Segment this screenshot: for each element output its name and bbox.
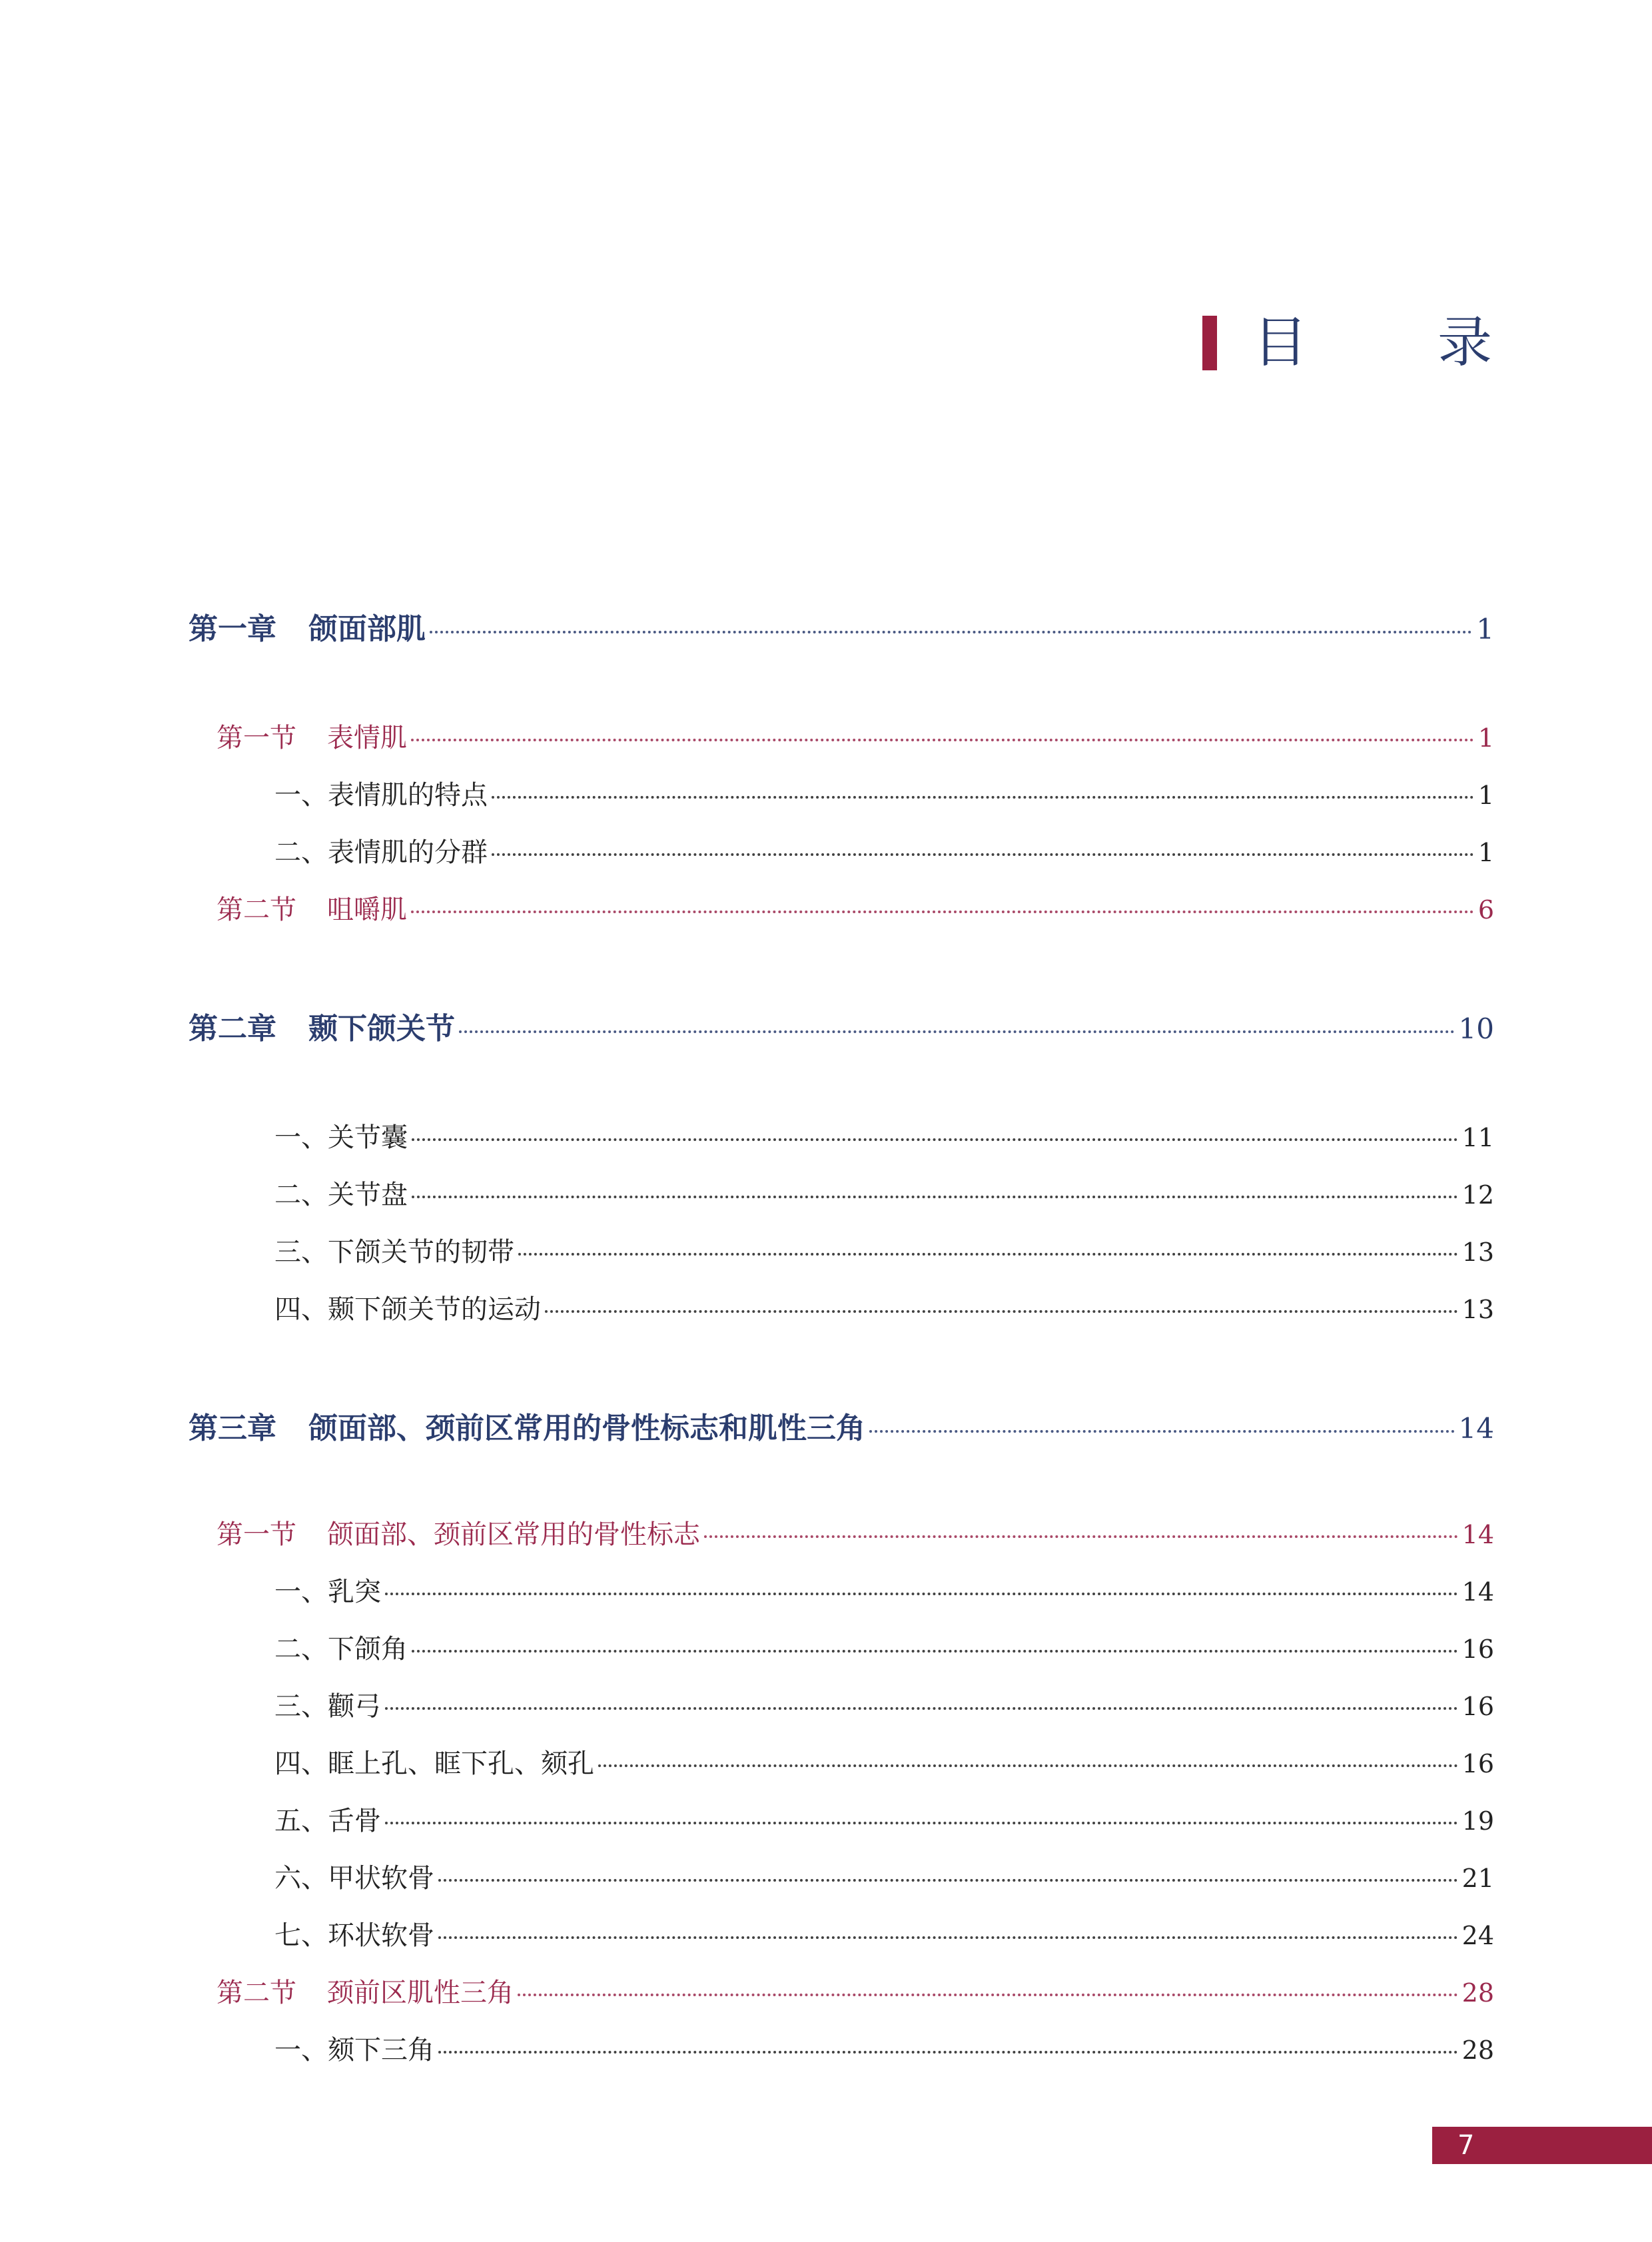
item-page-number: 14 [1461, 1577, 1494, 1607]
section-title: 表情肌 [327, 723, 407, 753]
dot-leader [704, 1535, 1458, 1538]
section-number: 第二节 [216, 895, 296, 925]
toc-item[interactable] [274, 831, 1494, 869]
item-title: 一、关节囊 [274, 1122, 408, 1153]
item-page-number: 19 [1461, 1806, 1494, 1836]
item-page-number: 13 [1461, 1295, 1494, 1324]
toc-item[interactable] [274, 1857, 1494, 1895]
toc-section-1-2[interactable] [216, 889, 1494, 927]
item-title: 一、乳突 [274, 1577, 381, 1607]
section-title: 咀嚼肌 [327, 895, 407, 925]
toc-item[interactable] [274, 1116, 1494, 1154]
toc-item[interactable] [274, 1628, 1494, 1666]
chapter-number: 第三章 [189, 1411, 276, 1445]
toc-chapter-2[interactable] [189, 1004, 1494, 1047]
item-title: 四、眶上孔、眶下孔、颏孔 [274, 1748, 594, 1779]
item-page-number: 13 [1461, 1238, 1494, 1267]
section-title: 颌面部、颈前区常用的骨性标志 [327, 1519, 700, 1550]
chapter-title: 颌面部、颈前区常用的骨性标志和肌性三角 [308, 1411, 865, 1445]
item-page-number: 28 [1461, 2036, 1494, 2065]
toc-item[interactable] [274, 1800, 1494, 1838]
title-char-2: 录 [1438, 311, 1493, 374]
page-number-tab [1432, 2127, 1652, 2164]
dot-leader [385, 1593, 1458, 1595]
toc-item[interactable] [274, 1914, 1494, 1952]
item-page-number: 16 [1461, 1692, 1494, 1721]
section-label [216, 717, 407, 755]
section-page-number: 1 [1477, 723, 1494, 753]
toc-item[interactable] [274, 1231, 1494, 1269]
toc-item[interactable] [274, 1174, 1494, 1212]
item-page-number: 24 [1461, 1921, 1494, 1950]
item-page-number: 1 [1477, 781, 1494, 810]
chapter-page-number: 10 [1458, 1012, 1494, 1045]
item-title: 五、舌骨 [274, 1806, 381, 1836]
dot-leader [438, 2051, 1458, 2054]
item-page-number: 16 [1461, 1749, 1494, 1778]
dot-leader [385, 1707, 1458, 1710]
dot-leader [518, 1994, 1458, 1996]
chapter-title: 颞下颌关节 [308, 1012, 455, 1046]
section-number: 第一节 [216, 723, 296, 753]
section-label [216, 889, 407, 927]
dot-leader [492, 796, 1474, 799]
dot-leader [430, 631, 1472, 633]
dot-leader [459, 1030, 1455, 1033]
item-title: 二、表情肌的分群 [274, 837, 488, 868]
dot-leader [412, 1196, 1458, 1198]
dot-leader [411, 739, 1474, 741]
item-title: 三、下颌关节的韧带 [274, 1237, 514, 1268]
toc-chapter-1[interactable] [189, 605, 1494, 647]
item-page-number: 12 [1461, 1180, 1494, 1210]
dot-leader [545, 1310, 1458, 1313]
item-title: 二、关节盘 [274, 1180, 408, 1210]
toc-section-1-1[interactable] [216, 717, 1494, 755]
toc-item[interactable] [274, 1742, 1494, 1780]
item-title: 三、颧弓 [274, 1691, 381, 1722]
dot-leader [412, 1650, 1458, 1653]
item-title: 六、甲状软骨 [274, 1863, 434, 1894]
section-number: 第二节 [216, 1978, 296, 2008]
dot-leader [438, 1879, 1458, 1882]
section-page-number: 6 [1477, 895, 1494, 925]
section-label [216, 1513, 700, 1551]
item-page-number: 21 [1461, 1864, 1494, 1893]
item-title: 二、下颌角 [274, 1634, 408, 1665]
toc-section-3-2[interactable] [216, 1972, 1494, 2010]
chapter-number: 第一章 [189, 612, 276, 646]
item-title: 一、颏下三角 [274, 2035, 434, 2065]
dot-leader [385, 1822, 1458, 1824]
dot-leader [411, 911, 1474, 913]
dot-leader [438, 1936, 1458, 1939]
chapter-page-number: 1 [1476, 613, 1494, 645]
toc-item[interactable] [274, 1288, 1494, 1326]
item-page-number: 16 [1461, 1635, 1494, 1664]
toc-item[interactable] [274, 2029, 1494, 2067]
chapter-number: 第二章 [189, 1012, 276, 1046]
toc-section-3-1[interactable] [216, 1513, 1494, 1551]
section-page-number: 14 [1461, 1520, 1494, 1549]
chapter-title: 颌面部肌 [308, 612, 426, 646]
page-number: 7 [1457, 2130, 1475, 2161]
dot-leader [598, 1764, 1458, 1767]
chapter-label [189, 605, 426, 647]
dot-leader [869, 1430, 1455, 1433]
item-page-number: 1 [1477, 838, 1494, 867]
dot-leader [492, 853, 1474, 856]
item-title: 四、颞下颌关节的运动 [274, 1294, 541, 1325]
title-char-1: 目 [1253, 311, 1308, 374]
section-label [216, 1972, 514, 2010]
toc-item[interactable] [274, 1685, 1494, 1723]
chapter-label [189, 1004, 455, 1047]
dot-leader [518, 1253, 1458, 1256]
item-page-number: 11 [1461, 1123, 1494, 1152]
item-title: 七、环状软骨 [274, 1920, 434, 1951]
dot-leader [412, 1138, 1458, 1141]
toc-item[interactable] [274, 1571, 1494, 1609]
section-page-number: 28 [1461, 1978, 1494, 2008]
item-title: 一、表情肌的特点 [274, 780, 488, 811]
chapter-label [189, 1404, 865, 1447]
section-title: 颈前区肌性三角 [327, 1978, 514, 2008]
toc-item[interactable] [274, 774, 1494, 812]
section-number: 第一节 [216, 1519, 296, 1550]
chapter-page-number: 14 [1458, 1412, 1494, 1445]
toc-chapter-3[interactable] [189, 1404, 1494, 1447]
